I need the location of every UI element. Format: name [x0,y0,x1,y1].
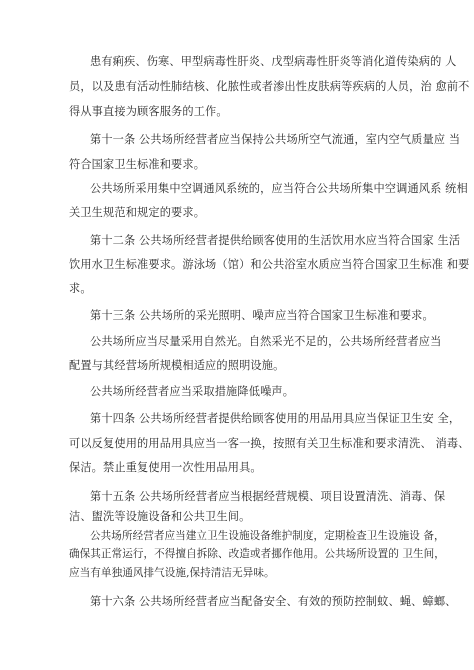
article-heading-15: 第十五条 公共场所经营者应当根据经营规模、项目设置清洗、消毒、保 [90,490,446,503]
text-line: 患有痢疾、伤寒、甲型病毒性肝炎、戊型病毒性肝炎等消化道传染病的 人 [90,55,457,68]
article-heading-14: 第十四条 公共场所经营者提供给顾客使用的用品用具应当保证卫生安 全， [90,412,461,425]
article-heading-13: 第十三条 公共场所的采光照明、噪声应当符合国家卫生标准和要求。 [90,309,434,322]
text-line: 配置与其经营场所规模相适应的照明设施。 [69,359,285,372]
text-line: 应当有单独通风排气设施,保持清洁无异味。 [69,567,275,579]
text-line: 确保其正常运行，不得擅自拆除、改造或者挪作他用。公共场所设置的 卫生间， [69,548,445,560]
text-line: 饮用水卫生标准要求。游泳场（馆）和公共浴室水质应当符合国家卫生标准 和要 [69,258,470,271]
text-line: 可以反复使用的用品用具应当一客一换，按照有关卫生标准和要求清洗、 消毒、 [69,437,470,450]
article-heading-12: 第十二条 公共场所经营者提供给顾客使用的生活饮用水应当符合国家 生活 [90,234,461,247]
article-heading-16: 第十六条 公共场所经营者应当配备安全、有效的预防控制蚊、蝇、蟑螂、 [90,595,457,608]
text-line: 关卫生规范和规定的要求。 [69,206,206,219]
text-line: 保洁。禁止重复使用一次性用品用具。 [69,461,262,474]
text-line: 符合国家卫生标准和要求。 [69,158,206,171]
article-heading-11: 第十一条 公共场所经营者应当保持公共场所空气流通，室内空气质量应 当 [90,133,461,146]
text-line: 洁、盥洗等设施设备和公共卫生间。 [69,510,251,523]
text-line: 公共场所应当尽量采用自然光。自然采光不足的，公共场所经营者应当 [90,335,442,348]
text-line: 求。 [69,282,92,295]
text-line: 员，以及患有活动性肺结核、化脓性或者渗出性皮肤病等疾病的人员，治 愈前不 [69,80,470,93]
text-line: 公共场所经营者应当建立卫生设施设备维护制度，定期检查卫生设施设 备， [90,530,445,542]
text-line: 得从事直接为顾客服务的工作。 [69,105,228,118]
text-line: 公共场所经营者应当采取措施降低噪声。 [90,385,295,398]
text-line: 公共场所采用集中空调通风系统的，应当符合公共场所集中空调通风系 统相 [90,182,468,195]
